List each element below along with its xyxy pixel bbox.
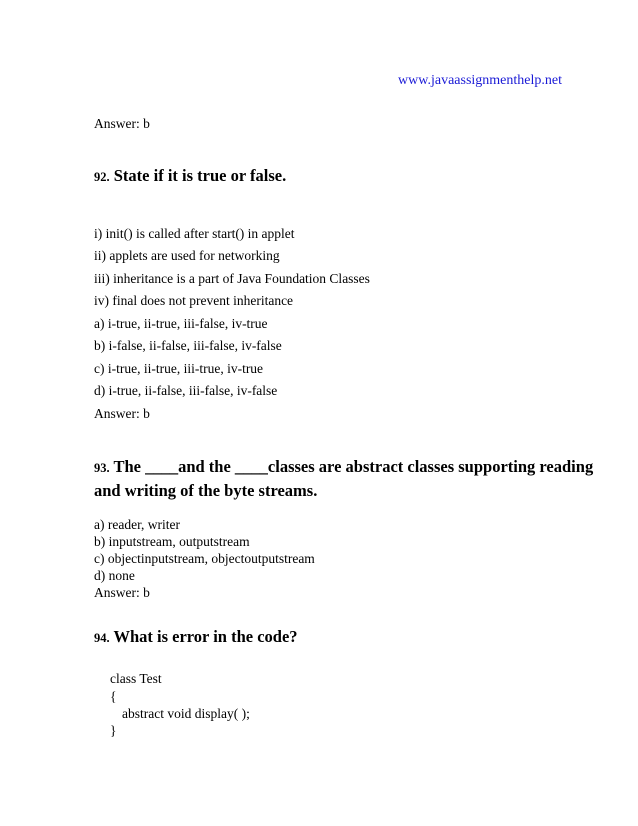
code-line-4: }	[110, 723, 117, 738]
question-93-title-line-1: The ____and the ____classes are abstract classes supporting reading	[113, 457, 594, 476]
q92-statement-3: iii) inheritance is a part of Java Foundation Classes	[94, 271, 370, 286]
code-line-1: class Test	[110, 671, 162, 686]
code-line-3: abstract void display( );	[122, 706, 250, 721]
website-link[interactable]: www.javaassignmenthelp.net	[398, 73, 562, 88]
q92-option-a: a) i-true, ii-true, iii-false, iv-true	[94, 316, 268, 331]
q92-statement-4: iv) final does not prevent inheritance	[94, 293, 294, 308]
q92-statement-2: ii) applets are used for networking	[94, 248, 280, 263]
code-line-2: {	[110, 689, 117, 704]
question-93-number: 93.	[94, 461, 110, 475]
question-93-heading	[94, 457, 593, 477]
question-92-title: State if it is true or false.	[113, 166, 287, 185]
question-94-heading	[94, 627, 298, 647]
question-92-number: 92.	[94, 170, 110, 184]
question-94-number: 94.	[94, 631, 110, 645]
q92-option-b: b) i-false, ii-false, iii-false, iv-false	[94, 338, 282, 353]
question-94-title: What is error in the code?	[113, 627, 298, 646]
q92-answer: Answer: b	[94, 406, 150, 421]
q92-option-c: c) i-true, ii-true, iii-true, iv-true	[94, 361, 264, 376]
q93-answer: Answer: b	[94, 585, 150, 600]
q93-option-d: d) none	[94, 568, 135, 583]
previous-answer: Answer: b	[94, 116, 150, 131]
q93-option-c: c) objectinputstream, objectoutputstream	[94, 551, 315, 566]
question-93-title-line-2: and writing of the byte streams.	[94, 481, 318, 500]
q92-statement-1: i) init() is called after start() in applet	[94, 226, 295, 241]
q93-option-b: b) inputstream, outputstream	[94, 534, 250, 549]
question-92-heading	[94, 166, 286, 186]
q92-option-d: d) i-true, ii-false, iii-false, iv-false	[94, 383, 278, 398]
q93-option-a: a) reader, writer	[94, 517, 181, 532]
